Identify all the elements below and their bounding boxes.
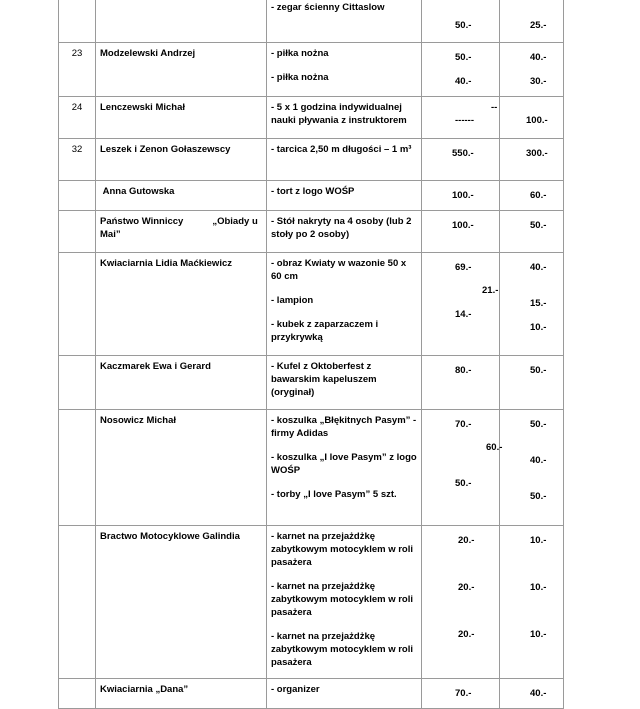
- item-description: - zegar ścienny Cittaslow: [271, 2, 385, 13]
- donor-cell: [96, 43, 267, 97]
- lot-number-cell: [59, 526, 96, 679]
- donor-name: Kwiaciarnia „Dana”: [100, 684, 189, 695]
- table-row: [59, 211, 564, 253]
- estimated-value: 80.-: [455, 365, 472, 376]
- estimated-value: 100.-: [452, 220, 474, 231]
- estimated-value-cell: [422, 211, 500, 253]
- starting-price-cell: [500, 43, 564, 97]
- donor-cell: [96, 97, 267, 139]
- donor-name: Kaczmarek Ewa i Gerard: [100, 361, 211, 372]
- item-description: - tarcica 2,50 m długości – 1 m³: [271, 144, 412, 155]
- estimated-value: 60.-: [486, 442, 503, 453]
- estimated-value: 21.-: [482, 285, 499, 296]
- lot-number-cell: [59, 211, 96, 253]
- estimated-value-cell: [422, 253, 500, 356]
- item-description: - piłka nożna: [271, 72, 329, 83]
- starting-price: 40.-: [530, 688, 547, 699]
- starting-price: 60.-: [530, 190, 547, 201]
- starting-price: 10.-: [530, 582, 547, 593]
- starting-price: 10.-: [530, 322, 547, 333]
- donor-name: Państwo Winniccy „Obiady u Mai”: [100, 216, 261, 240]
- item-description: - obraz Kwiaty w wazonie 50 x 60 cm: [271, 258, 407, 282]
- starting-price: 50.-: [530, 419, 547, 430]
- starting-price: 40.-: [530, 52, 547, 63]
- items-cell: [267, 43, 422, 97]
- lot-number: 23: [71, 48, 83, 59]
- estimated-value: 20.-: [458, 535, 475, 546]
- auction-lots-table: [58, 0, 564, 709]
- item-description: - Kufel z Oktoberfest z bawarskim kapeluszem (oryginał): [271, 361, 377, 398]
- item-description: - karnet na przejażdżkę zabytkowym motocyklem w roli pasażera: [271, 531, 414, 568]
- item-description: - 5 x 1 godzina indywidualnej nauki pływania z instruktorem: [271, 102, 407, 126]
- estimated-value: 69.-: [455, 262, 472, 273]
- donor-name: Lenczewski Michał: [100, 102, 186, 113]
- item-description: - lampion: [271, 295, 314, 306]
- estimated-value: 20.-: [458, 582, 475, 593]
- table-row: [59, 253, 564, 356]
- lot-number-cell: [59, 97, 96, 139]
- estimated-value-cell: [422, 139, 500, 181]
- estimated-value: 20.-: [458, 629, 475, 640]
- donor-name: Leszek i Zenon Gołaszewscy: [100, 144, 231, 155]
- donor-name: Anna Gutowska: [100, 186, 175, 197]
- estimated-value-cell: [422, 356, 500, 410]
- table-row: [59, 43, 564, 97]
- items-cell: [267, 253, 422, 356]
- lot-number-cell: [59, 356, 96, 410]
- table-row: [59, 139, 564, 181]
- table-row: [59, 0, 564, 43]
- table-row: [59, 526, 564, 679]
- donor-cell: [96, 253, 267, 356]
- donor-cell: [96, 679, 267, 709]
- items-cell: [267, 181, 422, 211]
- donor-cell: [96, 211, 267, 253]
- table-row: [59, 410, 564, 526]
- lot-number-cell: [59, 253, 96, 356]
- estimated-value-cell: [422, 43, 500, 97]
- item-description: - kubek z zaparzaczem i przykrywką: [271, 319, 379, 343]
- estimated-value: 70.-: [455, 688, 472, 699]
- starting-price: 50.-: [530, 365, 547, 376]
- starting-price: 30.-: [530, 76, 547, 87]
- starting-price: 10.-: [530, 535, 547, 546]
- lot-number-cell: [59, 139, 96, 181]
- estimated-value-cell: [422, 679, 500, 709]
- items-cell: [267, 410, 422, 526]
- donor-cell: [96, 526, 267, 679]
- lot-number-cell: [59, 181, 96, 211]
- starting-price: 300.-: [526, 148, 548, 159]
- estimated-value: 50.-: [455, 52, 472, 63]
- starting-price-cell: [500, 526, 564, 679]
- donor-cell: [96, 181, 267, 211]
- donor-name: Nosowicz Michał: [100, 415, 177, 426]
- items-cell: [267, 356, 422, 410]
- table-row: [59, 181, 564, 211]
- table-row: [59, 356, 564, 410]
- estimated-value-cell: [422, 0, 500, 43]
- items-cell: [267, 211, 422, 253]
- item-description: - koszulka „Błękitnych Pasym” - firmy Adidas: [271, 415, 417, 439]
- estimated-value: 70.-: [455, 419, 472, 430]
- estimated-value-cell: [422, 410, 503, 526]
- item-description: - tort z logo WOŚP: [271, 186, 355, 197]
- starting-price-cell: [500, 211, 564, 253]
- item-description: - karnet na przejażdżkę zabytkowym motocyklem w roli pasażera: [271, 581, 414, 618]
- lot-number: 24: [71, 102, 83, 113]
- starting-price: 10.-: [530, 629, 547, 640]
- table-row: [59, 679, 564, 709]
- donor-cell: [96, 356, 267, 410]
- starting-price-cell: [500, 410, 564, 526]
- item-description: - organizer: [271, 684, 320, 695]
- starting-price-cell: [500, 253, 564, 356]
- starting-price-cell: [500, 356, 564, 410]
- donor-cell: [96, 410, 267, 526]
- starting-price: 100.-: [526, 115, 548, 126]
- item-description: - karnet na przejażdżkę zabytkowym motocyklem w roli pasażera: [271, 631, 414, 668]
- starting-price: 50.-: [530, 220, 547, 231]
- estimated-value-cell: [422, 181, 500, 211]
- items-cell: [267, 526, 422, 679]
- lot-number-cell: [59, 410, 96, 526]
- starting-price: 40.-: [530, 262, 547, 273]
- estimated-value: ------: [455, 115, 474, 126]
- starting-price-cell: [500, 97, 564, 139]
- starting-price-cell: [500, 181, 564, 211]
- item-description: - torby „I love Pasym” 5 szt.: [271, 489, 397, 500]
- lot-number: 32: [71, 144, 83, 155]
- estimated-value: 14.-: [455, 309, 472, 320]
- starting-price-cell: [500, 0, 564, 43]
- starting-price: 25.-: [530, 20, 547, 31]
- starting-price-cell: [500, 679, 564, 709]
- items-cell: [267, 97, 422, 139]
- table-row: [59, 97, 564, 139]
- estimated-value: 100.-: [452, 190, 474, 201]
- items-cell: [267, 679, 422, 709]
- items-cell: [267, 139, 422, 181]
- items-cell: [267, 0, 422, 43]
- estimated-value: --: [491, 102, 498, 113]
- estimated-value: 40.-: [455, 76, 472, 87]
- starting-price-cell: [500, 139, 564, 181]
- donor-cell: [96, 0, 267, 43]
- auction-lots-body: [59, 0, 564, 709]
- donor-name: Kwiaciarnia Lidia Maćkiewicz: [100, 258, 232, 269]
- donor-name: Modzelewski Andrzej: [100, 48, 196, 59]
- estimated-value: 50.-: [455, 478, 472, 489]
- estimated-value: 550.-: [452, 148, 474, 159]
- estimated-value: 50.-: [455, 20, 472, 31]
- donor-cell: [96, 139, 267, 181]
- starting-price: 50.-: [530, 491, 547, 502]
- lot-number-cell: [59, 43, 96, 97]
- starting-price: 40.-: [530, 455, 547, 466]
- item-description: - piłka nożna: [271, 48, 329, 59]
- starting-price: 15.-: [530, 298, 547, 309]
- item-description: - Stół nakryty na 4 osoby (lub 2 stoły po 2 osoby): [271, 216, 412, 240]
- estimated-value-cell: [422, 97, 500, 139]
- item-description: - koszulka „I love Pasym” z logo WOŚP: [271, 452, 417, 476]
- lot-number-cell: [59, 679, 96, 709]
- donor-name: Bractwo Motocyklowe Galindia: [100, 531, 240, 542]
- estimated-value-cell: [422, 526, 500, 679]
- lot-number-cell: [59, 0, 96, 43]
